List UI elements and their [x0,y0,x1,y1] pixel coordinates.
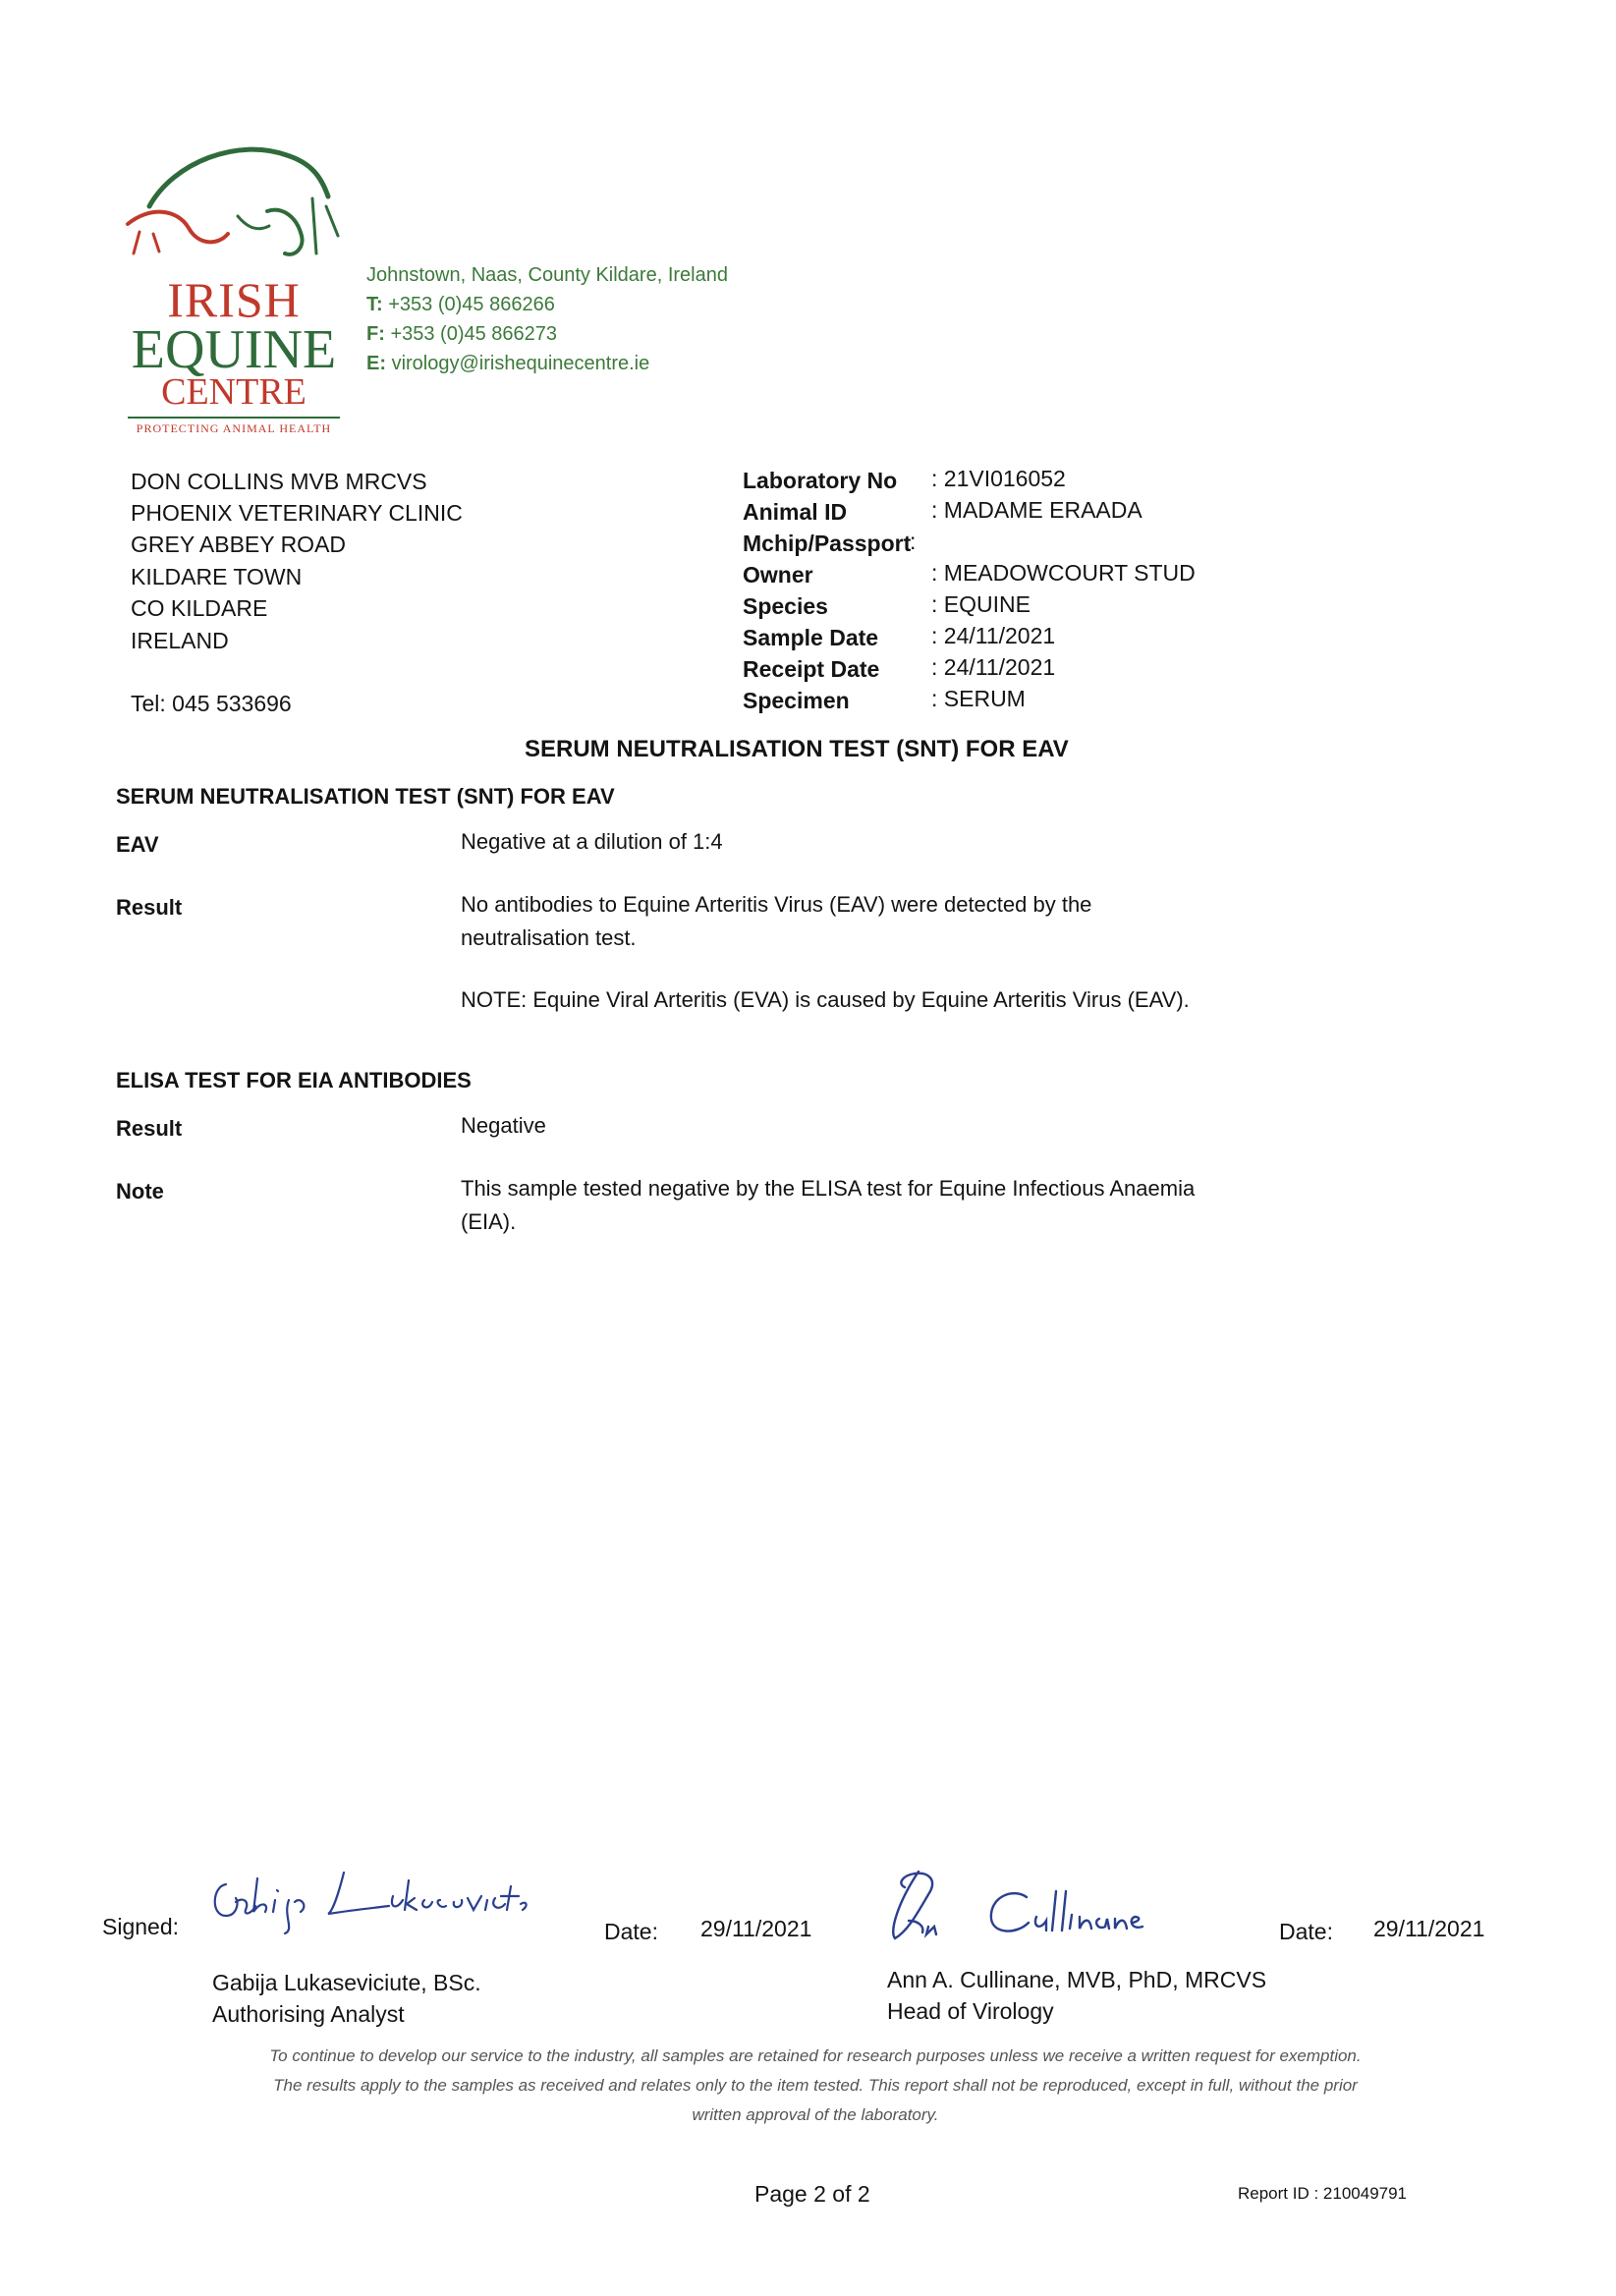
phone-number: +353 (0)45 866266 [388,294,555,315]
disclaimer-line-3: written approval of the laboratory. [692,2105,939,2124]
info-value: : 21VI016052 [931,466,1066,491]
info-label: Animal ID [743,499,848,525]
recipient-line: PHOENIX VETERINARY CLINIC [131,500,463,526]
info-label: Mchip/Passport [743,531,912,556]
logo-word-centre: CENTRE [161,371,306,413]
snt-result-text: No antibodies to Equine Arteritis Virus (EAV) were detected by the neutralisation test. [461,892,1092,950]
signed-label: Signed: [102,1914,180,1939]
elisa-note-text: This sample tested negative by the ELISA test for Equine Infectious Anaemia (EIA). [461,1176,1196,1234]
info-value: : MEADOWCOURT STUD [931,560,1196,586]
info-value: : 24/11/2021 [931,654,1056,680]
signature-2 [879,1862,1194,1950]
recipient-tel: Tel: 045 533696 [131,691,292,716]
logo-tagline: PROTECTING ANIMAL HEALTH [136,421,332,435]
snt-note-text: NOTE: Equine Viral Arteritis (EVA) is caused by Equine Arteritis Virus (EAV). [461,987,1190,1012]
fax-label: F: [366,323,385,345]
logo-word-equine: EQUINE [131,319,337,380]
signer-1-title: Authorising Analyst [212,2001,405,2027]
recipient-line: KILDARE TOWN [131,564,303,589]
logo-word-irish: IRISH [167,272,301,327]
info-label: Receipt Date [743,656,880,682]
irish-equine-centre-logo [120,138,348,442]
contact-email [366,349,649,378]
info-label: Sample Date [743,625,879,650]
date-label-1: Date: [604,1919,658,1944]
fax-number: +353 (0)45 866273 [390,323,558,345]
recipient-line: DON COLLINS MVB MRCVS [131,469,427,494]
date-value-1: 29/11/2021 [700,1916,812,1941]
email-address: virology@irishequinecentre.ie [391,353,650,374]
eav-value: Negative at a dilution of 1:4 [461,829,723,854]
snt-section-heading: SERUM NEUTRALISATION TEST (SNT) FOR EAV [116,784,615,809]
recipient-line: CO KILDARE [131,595,268,621]
contact-phone [366,290,555,319]
info-value: : SERUM [931,686,1026,711]
signer-2-name: Ann A. Cullinane, MVB, PhD, MRCVS [887,1967,1267,1992]
elisa-note-label: Note [116,1179,164,1204]
disclaimer-line-2: The results apply to the samples as received and relates only to the item tested. This report shall not be reproduced, except in full, without the prior [273,2076,1358,2095]
snt-result-label: Result [116,895,183,920]
date-value-2: 29/11/2021 [1373,1916,1485,1941]
page-number: Page 2 of 2 [754,2181,870,2207]
elisa-result-value: Negative [461,1113,546,1138]
info-value: : MADAME ERAADA [931,497,1142,523]
elisa-result-label: Result [116,1116,183,1141]
email-label: E: [366,353,386,374]
recipient-line: IRELAND [131,628,229,653]
report-title: SERUM NEUTRALISATION TEST (SNT) FOR EAV [525,736,1069,762]
contact-fax [366,319,557,349]
info-value: : 24/11/2021 [931,623,1056,648]
info-value: : [910,529,917,554]
info-label: Owner [743,562,813,588]
info-label: Specimen [743,688,850,713]
phone-label: T: [366,294,383,315]
elisa-section-heading: ELISA TEST FOR EIA ANTIBODIES [116,1068,472,1092]
disclaimer-line-1: To continue to develop our service to the industry, all samples are retained for research purposes unless we receive a written request for exemption. [269,2046,1362,2065]
horse-logo-icon [120,138,348,265]
info-value: : EQUINE [931,591,1031,617]
signer-1-name: Gabija Lukaseviciute, BSc. [212,1970,481,1995]
signer-2-title: Head of Virology [887,1998,1054,2024]
report-id: Report ID : 210049791 [1238,2184,1408,2203]
logo-divider [128,417,340,419]
info-label: Laboratory No [743,468,898,493]
date-label-2: Date: [1279,1919,1333,1944]
eav-label: EAV [116,832,159,857]
recipient-line: GREY ABBEY ROAD [131,532,347,557]
signature-1 [206,1857,530,1935]
info-label: Species [743,593,828,619]
contact-address: Johnstown, Naas, County Kildare, Ireland [366,264,728,286]
